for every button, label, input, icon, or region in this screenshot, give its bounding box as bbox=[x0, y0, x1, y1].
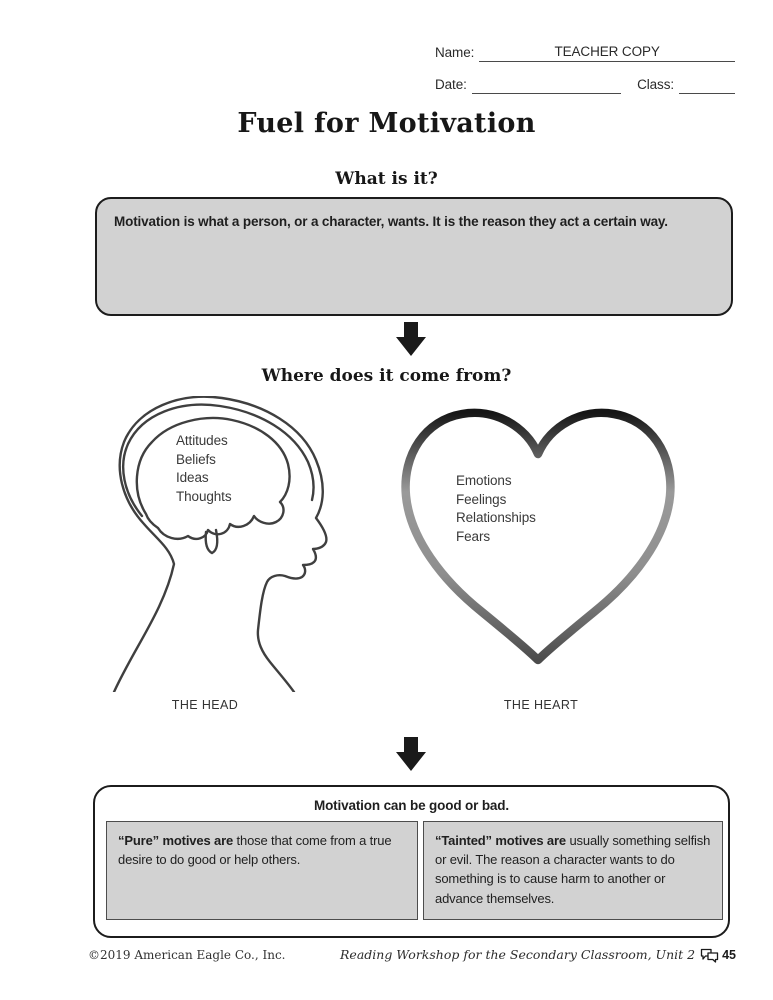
pure-motives-box bbox=[106, 821, 418, 920]
down-arrow-icon bbox=[396, 737, 426, 771]
head-item: Thoughts bbox=[176, 488, 232, 504]
copyright-text: ©2019 American Eagle Co., Inc. bbox=[88, 947, 286, 962]
name-label: Name: bbox=[435, 45, 475, 60]
where-from-heading: Where does it come from? bbox=[261, 366, 512, 386]
pure-motives-lead: “Pure” motives are bbox=[118, 833, 234, 848]
page-number: 45 bbox=[722, 947, 736, 962]
heart-illustration bbox=[398, 402, 688, 668]
name-line: TEACHER COPY bbox=[479, 44, 735, 62]
what-is-it-heading: What is it? bbox=[335, 169, 438, 189]
heart-caption: THE HEART bbox=[503, 698, 579, 712]
good-or-bad-heading: Motivation can be good or bad. bbox=[313, 798, 509, 813]
page-title: Fuel for Motivation bbox=[237, 108, 536, 139]
definition-box bbox=[95, 197, 733, 316]
tainted-motives-lead: “Tainted” motives are bbox=[435, 833, 566, 848]
definition-text: Motivation is what a person, or a character, wants. It is the reason they act a certain way. bbox=[114, 214, 668, 229]
heart-items-list bbox=[456, 472, 536, 546]
date-row bbox=[435, 76, 735, 94]
date-label: Date: bbox=[435, 77, 467, 92]
head-item: Attitudes bbox=[176, 433, 228, 448]
footer bbox=[88, 946, 736, 963]
date-line bbox=[472, 76, 621, 94]
class-label: Class: bbox=[637, 77, 675, 92]
name-row bbox=[435, 44, 735, 62]
source-title-text: Reading Workshop for the Secondary Classroom, Unit 2 bbox=[340, 947, 696, 962]
class-line bbox=[679, 76, 735, 94]
tainted-motives-box bbox=[423, 821, 723, 920]
heart-item: Feelings bbox=[456, 491, 507, 507]
footer-right-group bbox=[340, 946, 736, 963]
down-arrow-icon bbox=[396, 322, 426, 356]
pure-motives-text: those that come from a true desire to do good or help others. bbox=[118, 833, 392, 868]
head-item: Beliefs bbox=[176, 451, 216, 467]
tainted-motives-text: usually something selfish or evil. The reason a character wants to do something is to cause harm to another or advance themselves. bbox=[435, 833, 711, 906]
head-caption: THE HEAD bbox=[171, 698, 239, 712]
good-or-bad-box bbox=[93, 785, 730, 938]
heart-item: Fears bbox=[456, 528, 491, 544]
heart-item: Relationships bbox=[456, 510, 536, 525]
heart-item: Emotions bbox=[456, 473, 512, 488]
head-items-list bbox=[176, 432, 232, 506]
head-item: Ideas bbox=[176, 470, 209, 485]
speech-bubbles-icon bbox=[700, 948, 719, 963]
